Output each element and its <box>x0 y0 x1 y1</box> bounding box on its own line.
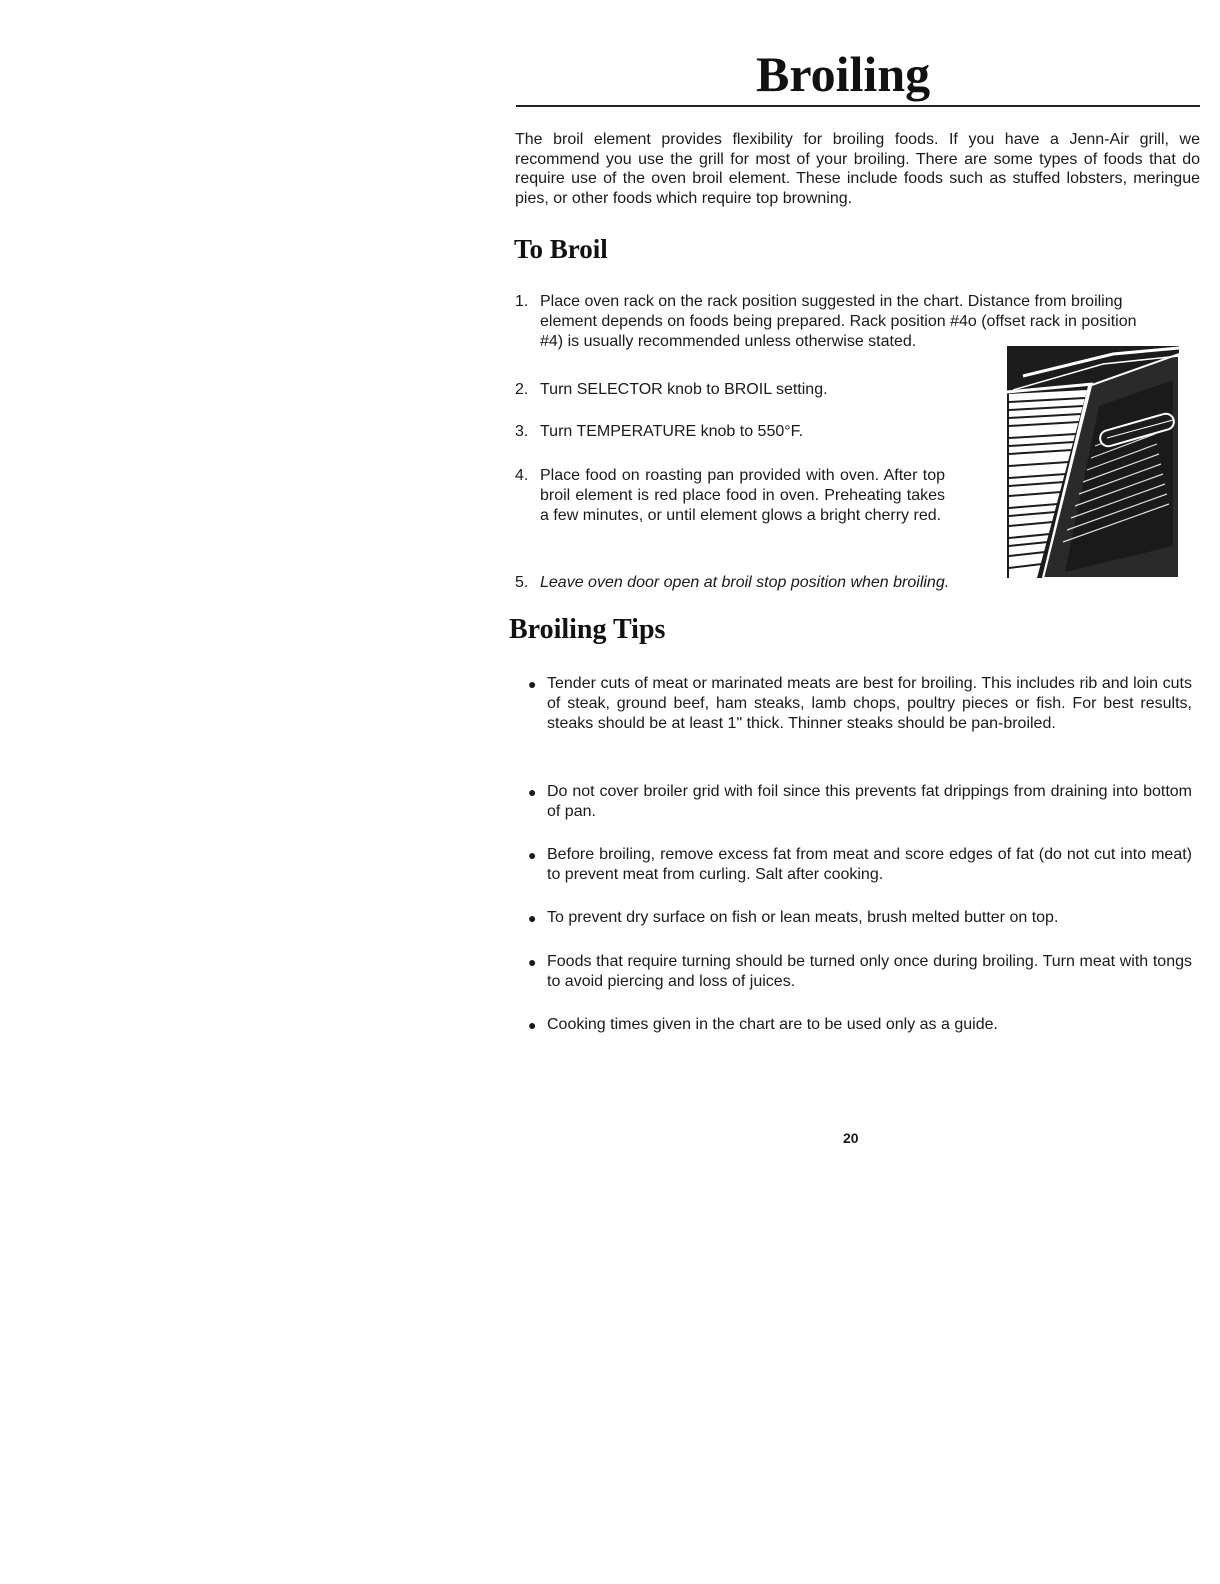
tip-text: Foods that require turning should be turned only once during broiling. Turn meat with tongs to avoid piercing and loss of juices. <box>547 953 1192 990</box>
bullet-icon: ● <box>528 910 537 926</box>
broiling-tip <box>528 1015 1192 1035</box>
tip-text: Do not cover broiler grid with foil since this prevents fat drippings from draining into bottom of pan. <box>547 783 1192 820</box>
step-number: 3. <box>515 423 529 440</box>
step-number: 5. <box>515 574 529 591</box>
broiling-tip <box>528 952 1192 992</box>
bullet-icon: ● <box>528 1017 537 1033</box>
page-number: 20 <box>843 1130 859 1146</box>
step-number: 4. <box>515 467 529 484</box>
tip-text: To prevent dry surface on fish or lean meats, brush melted butter on top. <box>547 909 1059 926</box>
broil-step-4 <box>515 466 945 526</box>
bullet-icon: ● <box>528 954 537 970</box>
step-text: Place food on roasting pan provided with oven. After top broil element is red place food in oven. Preheating takes a few minutes, or until element glows a bright cherry red. <box>540 467 945 524</box>
broiling-tip <box>528 908 1192 928</box>
oven-door-broil-stop-illustration <box>1003 346 1179 578</box>
tip-text: Before broiling, remove excess fat from meat and score edges of fat (do not cut into meat) to prevent meat from curling. Salt after cooking. <box>547 846 1192 883</box>
tip-text: Tender cuts of meat or marinated meats are best for broiling. This includes rib and loin cuts of steak, ground beef, ham steaks, lamb chops, poultry pieces or fish. For best results, steaks should be at least 1" thick. Thinner steaks should be pan-broiled. <box>547 675 1192 732</box>
page-title: Broiling <box>756 46 931 102</box>
bullet-icon: ● <box>528 676 537 692</box>
title-divider <box>516 105 1200 107</box>
step-text: Leave oven door open at broil stop position when broiling. <box>540 574 950 591</box>
broil-step-3 <box>515 422 970 442</box>
broiling-tip <box>528 674 1192 734</box>
step-number: 2. <box>515 381 529 398</box>
broiling-tip <box>528 845 1192 885</box>
intro-paragraph: The broil element provides flexibility for broiling foods. If you have a Jenn-Air grill, we recommend you use the grill for most of your broiling. There are some types of foods that do require use of the oven broil element. These include foods such as stuffed lobsters, meringue pies, or other foods which require top browning. <box>515 131 1200 207</box>
to-broil-heading: To Broil <box>514 234 608 264</box>
step-text-line: #4) is usually recommended unless otherwise stated. <box>540 333 917 350</box>
step-text: Turn TEMPERATURE knob to 550°F. <box>540 423 804 440</box>
step-text-line: element depends on foods being prepared. Rack position #4o (offset rack in position <box>540 313 1137 330</box>
bullet-icon: ● <box>528 784 537 800</box>
bullet-icon: ● <box>528 847 537 863</box>
step-number: 1. <box>515 293 529 310</box>
broil-step-2 <box>515 380 970 400</box>
broiling-tip <box>528 782 1192 822</box>
broiling-tips-heading: Broiling Tips <box>509 614 666 645</box>
tip-text: Cooking times given in the chart are to be used only as a guide. <box>547 1016 998 1033</box>
step-text-line: Place oven rack on the rack position suggested in the chart. Distance from broiling <box>540 293 1123 310</box>
broil-step-1 <box>515 292 1198 352</box>
step-text: Turn SELECTOR knob to BROIL setting. <box>540 381 828 398</box>
broil-step-5 <box>515 573 1010 593</box>
